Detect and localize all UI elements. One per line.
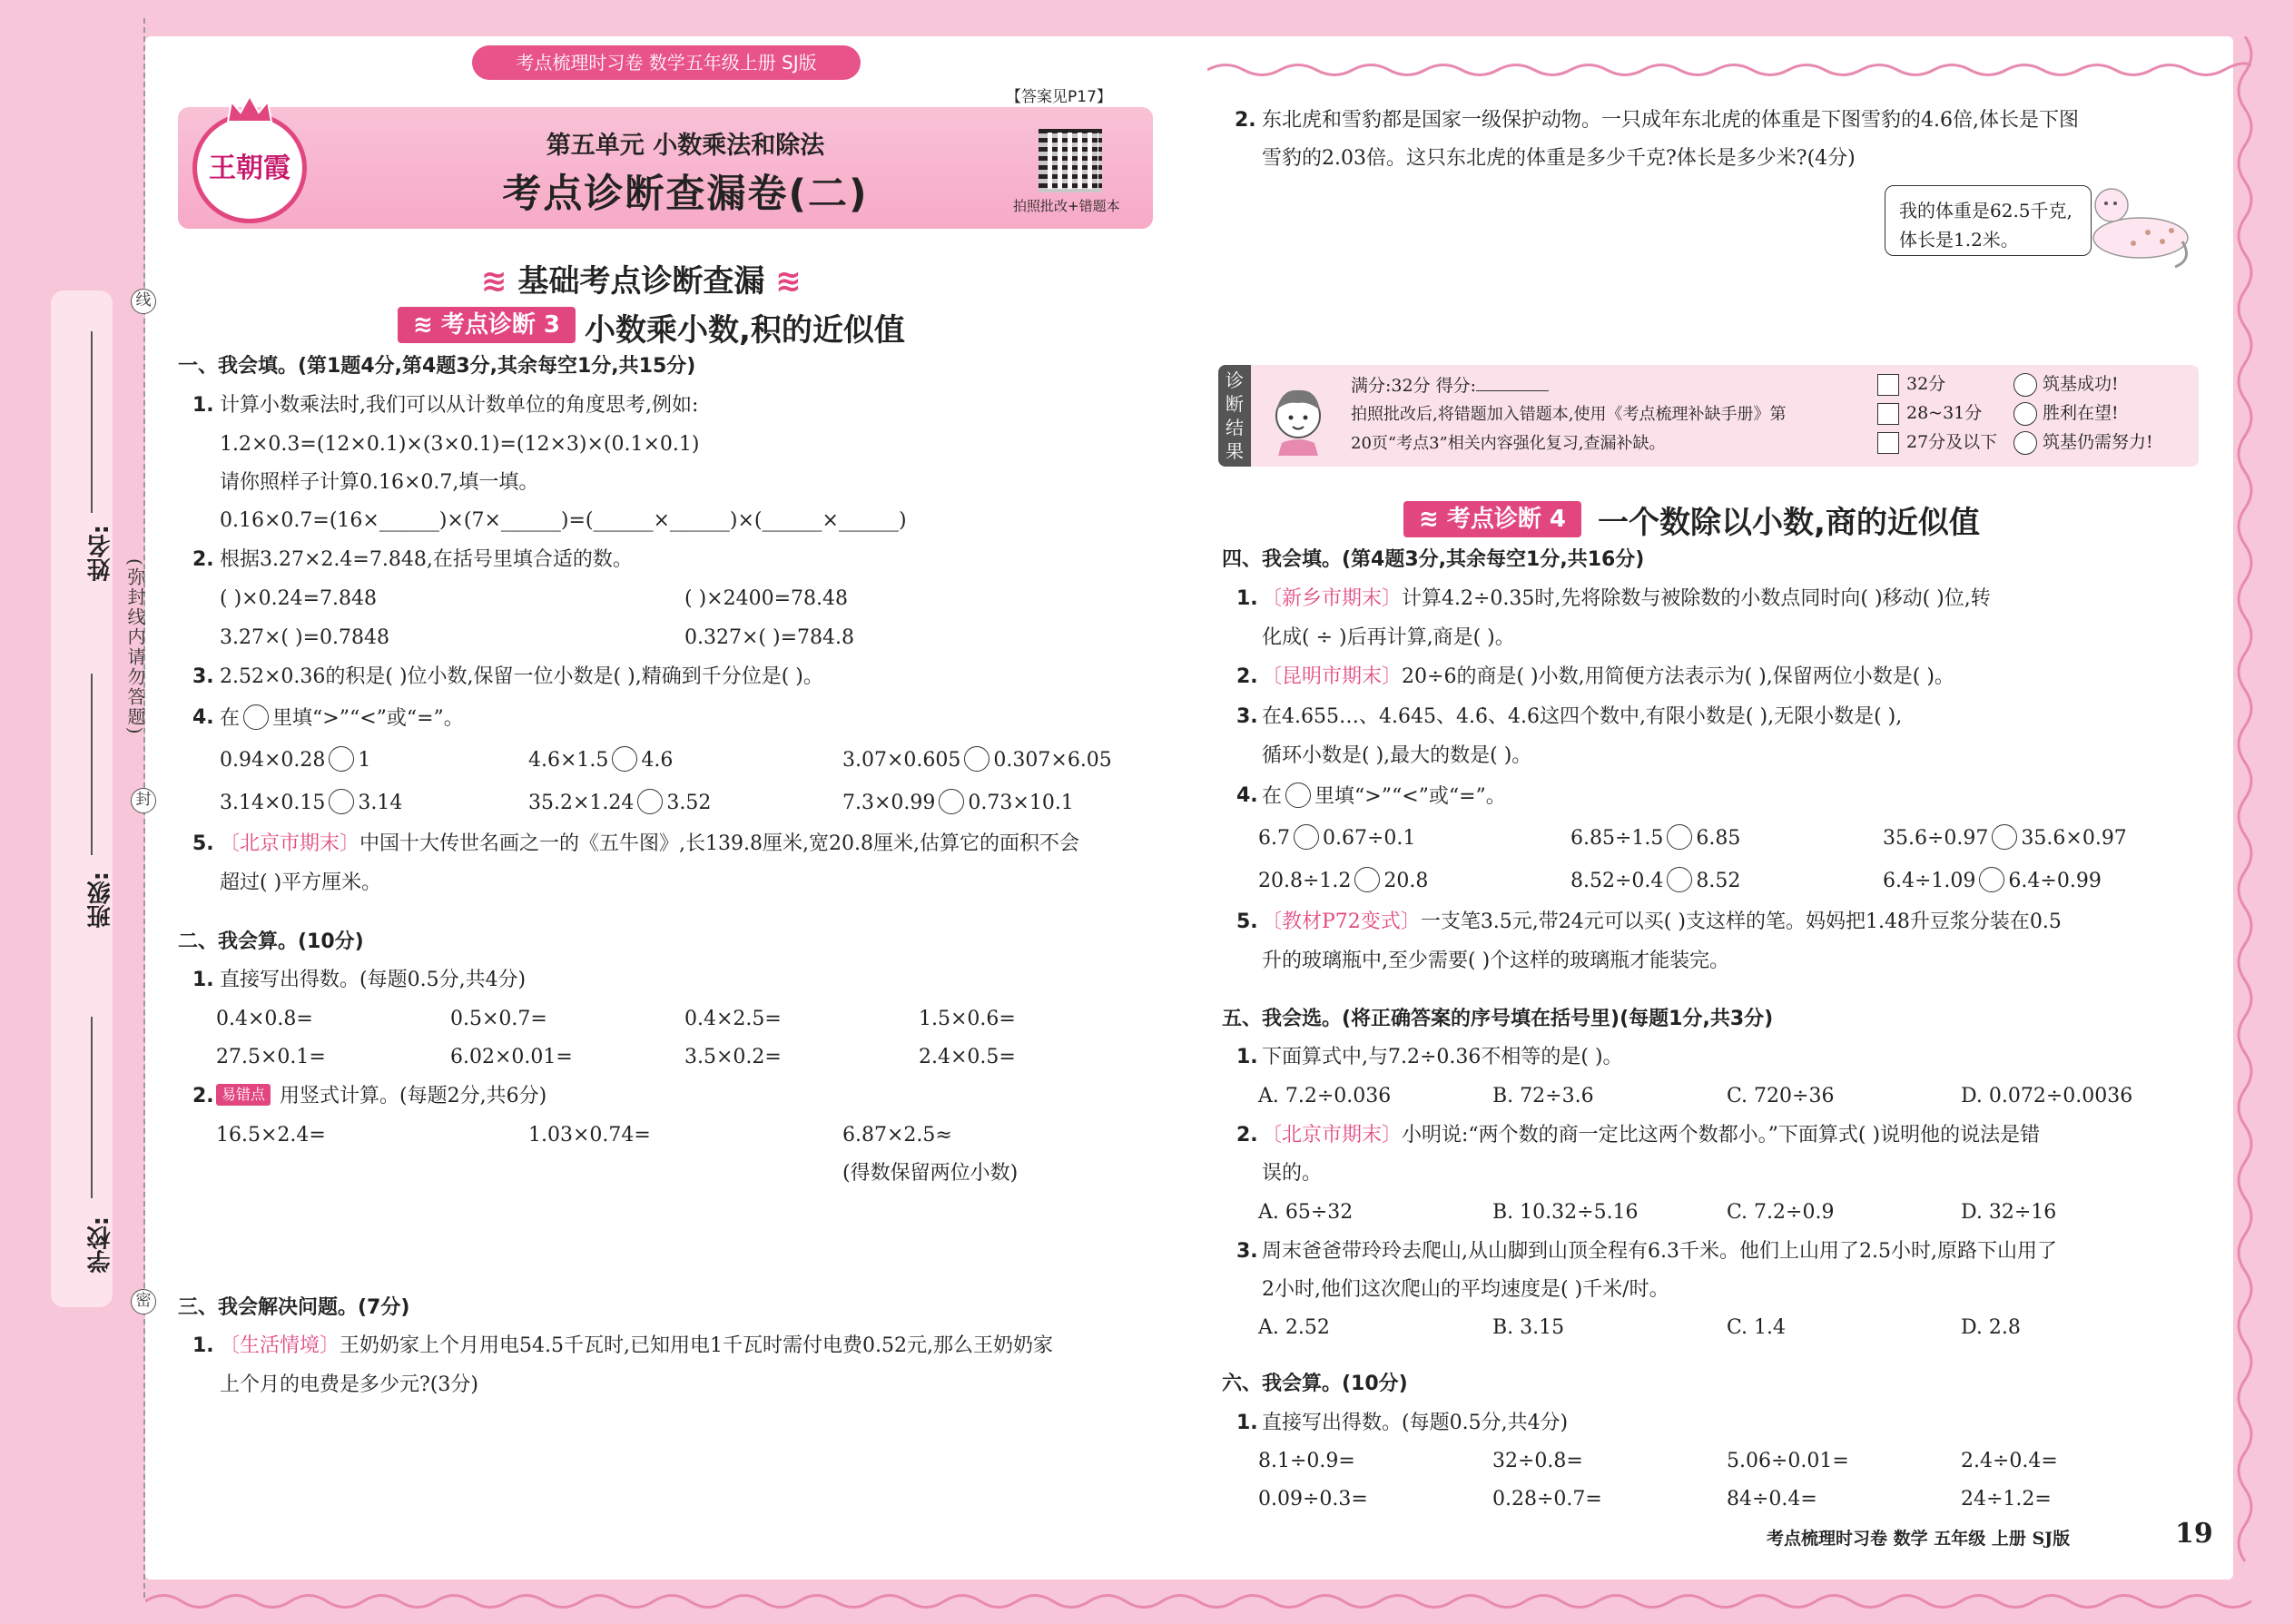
seal-char-line: 线 xyxy=(131,289,156,314)
c1-item-7[interactable]: 3.5×0.2= xyxy=(684,1046,782,1068)
compare-circle-icon[interactable] xyxy=(1992,824,2017,850)
f4-item-6[interactable]: 6.4÷1.09 6.4÷0.99 xyxy=(1883,871,2102,892)
d1-text: 直接写出得数。(每题0.5分,共4分) xyxy=(1262,1412,1569,1434)
q4-item-5[interactable]: 35.2×1.24 3.52 xyxy=(528,792,711,814)
q2-number: 2. xyxy=(192,548,214,571)
bubble-line-2: 体长是1.2米。 xyxy=(1899,229,2019,251)
q5-fill[interactable]: 超过( )平方厘米。 xyxy=(220,871,382,894)
d1-item-5[interactable]: 0.09÷0.3= xyxy=(1258,1488,1368,1511)
x1-option-c[interactable]: C. 720÷36 xyxy=(1727,1085,1835,1107)
x1-option-d[interactable]: D. 0.072÷0.0036 xyxy=(1961,1085,2133,1107)
diagnosis-4-title: 一个数除以小数,商的近似值 xyxy=(1598,505,1980,541)
x3-option-b[interactable]: B. 3.15 xyxy=(1492,1316,1565,1339)
q5-text: 〔北京市期末〕中国十大传世名画之一的《五牛图》,长139.8厘米,宽20.8厘米,估算它的面积不会 xyxy=(220,832,1079,855)
compare-circle-icon[interactable] xyxy=(1667,867,1692,892)
d1-item-1[interactable]: 8.1÷0.9= xyxy=(1258,1450,1355,1472)
compare-circle-icon[interactable] xyxy=(964,746,989,772)
c2-note: (得数保留两位小数) xyxy=(842,1162,1019,1185)
q4-item-1[interactable]: 0.94×0.28 1 xyxy=(220,750,370,772)
c1-item-3[interactable]: 0.4×2.5= xyxy=(684,1008,782,1030)
name-write-line[interactable] xyxy=(91,331,93,513)
q4-post: 里填“>”“<”或“=”。 xyxy=(272,707,464,730)
x3-option-a[interactable]: A. 2.52 xyxy=(1258,1316,1330,1339)
diagnosis-side-label: 诊断结果 xyxy=(1218,365,1251,467)
compare-circle-icon[interactable] xyxy=(939,789,964,814)
f2-source-tag: 〔昆明市期末〕 xyxy=(1262,665,1403,688)
crown-icon xyxy=(224,94,275,125)
x2-option-b[interactable]: B. 10.32÷5.16 xyxy=(1492,1201,1639,1224)
f4-item-5[interactable]: 8.52÷0.4 8.52 xyxy=(1570,871,1740,892)
x2-option-d[interactable]: D. 32÷16 xyxy=(1961,1201,2057,1224)
wavy-border-bottom xyxy=(145,1590,2269,1613)
d1-item-2[interactable]: 32÷0.8= xyxy=(1492,1450,1583,1472)
diagnosis-3-title: 小数乘小数,积的近似值 xyxy=(585,312,905,349)
f5-source-tag: 〔教材P72变式〕 xyxy=(1262,910,1421,933)
seal-note: (弥封线内请勿答题) xyxy=(124,558,146,736)
compare-circle-icon[interactable] xyxy=(1979,867,2004,892)
student-avatar-icon xyxy=(1264,379,1333,456)
diag-instruction-1: 拍照批改后,将错题加入错题本,使用《考点梳理补缺手册》第 xyxy=(1351,405,1787,424)
q2-text: 根据3.27×2.4=7.848,在括号里填合适的数。 xyxy=(220,548,633,571)
d1-item-8[interactable]: 24÷1.2= xyxy=(1961,1488,2052,1511)
error-prone-badge: 易错点 xyxy=(216,1084,271,1106)
f3-number: 3. xyxy=(1236,705,1258,728)
x1-option-a[interactable]: A. 7.2÷0.036 xyxy=(1258,1085,1392,1107)
f4-item-1[interactable]: 6.7 0.67÷0.1 xyxy=(1258,828,1415,850)
q1-example: 1.2×0.3=(12×0.1)×(3×0.1)=(12×3)×(0.1×0.1) xyxy=(220,433,700,456)
x3-text: 周末爸爸带玲玲去爬山,从山脚到山顶全程有6.3千米。他们上山用了2.5小时,原路下山用了 xyxy=(1262,1240,2057,1263)
x1-option-b[interactable]: B. 72÷3.6 xyxy=(1492,1085,1594,1107)
compare-circle-icon[interactable] xyxy=(329,746,354,772)
diagnosis-3-badge: ≋ 考点诊断 3 xyxy=(398,307,576,343)
score-checkbox-28-31[interactable] xyxy=(1877,403,1899,425)
f5-number: 5. xyxy=(1236,910,1258,933)
f2-text[interactable]: 〔昆明市期末〕20÷6的商是( )小数,用简便方法表示为( ),保留两位小数是( )。 xyxy=(1262,665,1954,688)
compare-circle-icon[interactable] xyxy=(637,789,663,814)
c1-item-2[interactable]: 0.5×0.7= xyxy=(450,1008,547,1030)
d1-item-3[interactable]: 5.06÷0.01= xyxy=(1727,1450,1849,1472)
qr-caption: 拍照批改+错题本 xyxy=(1013,198,1120,214)
basic-section-title xyxy=(481,256,802,300)
c1-item-5[interactable]: 27.5×0.1= xyxy=(216,1046,326,1068)
school-label: 学校: xyxy=(87,1216,114,1274)
wave-icon: ≋ xyxy=(481,263,507,300)
q4-item-3[interactable]: 3.07×0.605 0.307×6.05 xyxy=(842,750,1112,772)
q2-item-d[interactable]: 0.327×( )=784.8 xyxy=(684,626,854,649)
q4-pre: 在 xyxy=(220,707,241,730)
page-number: 19 xyxy=(2175,1518,2213,1550)
f4-item-2[interactable]: 6.85÷1.5 6.85 xyxy=(1570,828,1740,850)
q4-item-2[interactable]: 4.6×1.5 4.6 xyxy=(528,750,673,772)
c1-item-4[interactable]: 1.5×0.6= xyxy=(919,1008,1016,1030)
q3-text[interactable]: 2.52×0.36的积是( )位小数,保留一位小数是( ),精确到千分位是( )。 xyxy=(220,665,823,688)
diag-instruction-2: 20页“考点3”相关内容强化复习,查漏补缺。 xyxy=(1351,434,1666,453)
q2-item-c[interactable]: 3.27×( )=0.7848 xyxy=(220,626,389,649)
x3-number: 3. xyxy=(1236,1240,1258,1263)
answer-reference: 【答案见P17】 xyxy=(1006,88,1112,106)
x2-number: 2. xyxy=(1236,1124,1258,1147)
p1-text-2: 上个月的电费是多少元?(3分) xyxy=(220,1373,478,1396)
c1-text: 直接写出得数。(每题0.5分,共4分) xyxy=(220,969,527,991)
x2-source-tag: 〔北京市期末〕 xyxy=(1262,1124,1403,1147)
footer-text: 考点梳理时习卷 数学 五年级 上册 SJ版 xyxy=(1767,1529,2071,1549)
compare-circle-icon[interactable] xyxy=(612,746,637,772)
f5-text[interactable]: 〔教材P72变式〕一支笔3.5元,带24元可以买( )支这样的笔。妈妈把1.48升豆浆分装在0.5 xyxy=(1262,910,2062,933)
compare-circle-icon[interactable] xyxy=(1294,824,1319,850)
q2-item-b[interactable]: ( )×2400=78.48 xyxy=(684,587,848,610)
c1-item-8[interactable]: 2.4×0.5= xyxy=(919,1046,1016,1068)
q4-item-4[interactable]: 3.14×0.15 3.14 xyxy=(220,792,402,814)
score-result-3: 筑基仍需努力! xyxy=(2043,432,2153,452)
score-range-1: 32分 xyxy=(1906,374,1946,394)
q4-number: 4. xyxy=(192,706,214,729)
x1-text[interactable]: 下面算式中,与7.2÷0.36不相等的是( )。 xyxy=(1262,1046,1623,1068)
f1-text[interactable]: 〔新乡市期末〕计算4.2÷0.35时,先将除数与被除数的小数点同时向( )移动( )位,转 xyxy=(1262,587,1991,610)
compare-circle-icon[interactable] xyxy=(329,789,354,814)
smile-icon xyxy=(2013,402,2037,426)
c2-item-1[interactable]: 16.5×2.4= xyxy=(216,1124,326,1147)
q1-instruction: 请你照样子计算0.16×0.7,填一填。 xyxy=(220,471,539,494)
x3-option-d[interactable]: D. 2.8 xyxy=(1961,1316,2021,1339)
section-5-heading: 五、我会选。(将正确答案的序号填在括号里)(每题1分,共3分) xyxy=(1222,1008,1774,1030)
compare-circle-icon[interactable] xyxy=(1667,824,1692,850)
c2-text: 用竖式计算。(每题2分,共6分) xyxy=(280,1085,547,1107)
d1-item-4[interactable]: 2.4÷0.4= xyxy=(1961,1450,2058,1472)
unit-line: 第五单元 小数乘法和除法 xyxy=(546,132,825,160)
q4-text xyxy=(220,708,464,730)
section-3-heading: 三、我会解决问题。(7分) xyxy=(178,1296,410,1319)
smile-icon xyxy=(2013,373,2037,397)
x1-number: 1. xyxy=(1236,1046,1258,1068)
school-write-line[interactable] xyxy=(91,1017,93,1198)
logo-text: 王朝霞 xyxy=(209,153,290,184)
f2-number: 2. xyxy=(1236,665,1258,688)
f4-item-3[interactable]: 35.6÷0.97 35.6×0.97 xyxy=(1883,828,2127,850)
compare-circle-icon xyxy=(243,704,269,730)
q2-item-a[interactable]: ( )×0.24=7.848 xyxy=(220,587,377,610)
page-title: 考点诊断查漏卷(二) xyxy=(502,172,869,217)
x2-option-c[interactable]: C. 7.2÷0.9 xyxy=(1727,1201,1835,1224)
top-tag: 考点梳理时习卷 数学五年级上册 SJ版 xyxy=(472,45,861,80)
score-range-3: 27分及以下 xyxy=(1906,432,1998,452)
compare-circle-icon xyxy=(1285,782,1311,808)
p1-text: 〔生活情境〕王奶奶家上个月用电54.5千瓦时,已知用电1千瓦时需付电费0.52元,那么王奶奶家 xyxy=(220,1334,1053,1357)
diagnosis-4-badge: ≋ 考点诊断 4 xyxy=(1403,501,1581,537)
f3-text-2[interactable]: 循环小数是( ),最大的数是( )。 xyxy=(1262,744,1532,767)
q1-number: 1. xyxy=(192,394,214,417)
c2-item-2[interactable]: 1.03×0.74= xyxy=(528,1124,651,1147)
q1-text: 计算小数乘法时,我们可以从计数单位的角度思考,例如: xyxy=(220,394,699,417)
x3-text-2[interactable]: 2小时,他们这次爬山的平均速度是( )千米/时。 xyxy=(1262,1278,1669,1301)
wave-icon: ≋ xyxy=(775,263,802,300)
class-write-line[interactable] xyxy=(91,674,93,855)
snow-leopard-icon xyxy=(2084,178,2193,272)
score-checkbox-32[interactable] xyxy=(1877,374,1899,396)
f1-source-tag: 〔新乡市期末〕 xyxy=(1262,587,1403,610)
section-6-heading: 六、我会算。(10分) xyxy=(1222,1373,1408,1395)
wavy-border-top xyxy=(1207,60,2251,80)
compare-circle-icon[interactable] xyxy=(1354,867,1380,892)
score-range-2: 28~31分 xyxy=(1906,403,1983,423)
q1-fill-line[interactable]: 0.16×0.7=(16×______)×(7×______)=(______×______)×(______×______) xyxy=(220,509,907,532)
q5-number: 5. xyxy=(192,832,214,855)
diag-full-score: 满分:32分 得分: xyxy=(1351,378,1549,395)
score-result-2: 胜利在望! xyxy=(2043,403,2119,423)
c2-number: 2. xyxy=(192,1085,214,1107)
f4-item-4[interactable]: 20.8÷1.2 20.8 xyxy=(1258,871,1428,892)
name-label: 姓名: xyxy=(87,525,114,582)
p1-number: 1. xyxy=(192,1334,214,1357)
d1-item-7[interactable]: 84÷0.4= xyxy=(1727,1488,1817,1511)
section-1-heading: 一、我会填。(第1题4分,第4题3分,其余每空1分,共15分) xyxy=(178,355,696,378)
x2-text-2: 误的。 xyxy=(1262,1162,1323,1185)
qr-code-pattern xyxy=(1039,129,1102,192)
seal-char-secret: 密 xyxy=(131,1289,156,1314)
c1-item-1[interactable]: 0.4×0.8= xyxy=(216,1008,313,1030)
p2-text: 东北虎和雪豹都是国家一级保护动物。一只成年东北虎的体重是下图雪豹的4.6倍,体长是下图 xyxy=(1262,109,2079,132)
bubble-line-1: 我的体重是62.5千克, xyxy=(1899,200,2072,221)
q3-number: 3. xyxy=(192,665,214,688)
sad-icon xyxy=(2013,431,2037,455)
binding-strip xyxy=(51,290,113,1307)
section-4-heading: 四、我会填。(第4题3分,其余每空1分,共16分) xyxy=(1222,548,1645,571)
class-label: 班级: xyxy=(87,871,114,929)
d1-number: 1. xyxy=(1236,1412,1258,1434)
wavy-border-right xyxy=(2232,36,2258,1580)
c1-item-6[interactable]: 6.02×0.01= xyxy=(450,1046,573,1068)
f3-text[interactable]: 在4.655…、4.645、4.6̇、4.6这四个数中,有限小数是( ),无限小数是( ), xyxy=(1262,705,1903,728)
x2-option-a[interactable]: A. 65÷32 xyxy=(1258,1201,1354,1224)
p1-source-tag: 〔生活情境〕 xyxy=(220,1334,340,1357)
q4-item-6[interactable]: 7.3×0.99 0.73×10.1 xyxy=(842,792,1074,814)
q5-source-tag: 〔北京市期末〕 xyxy=(220,832,360,855)
seal-char-seal: 封 xyxy=(131,788,156,813)
f4-number: 4. xyxy=(1236,784,1258,807)
f4-text: 在 里填“>”“<”或“=”。 xyxy=(1262,786,1506,808)
f5-text-2[interactable]: 升的玻璃瓶中,至少需要( )个这样的玻璃瓶才能装完。 xyxy=(1262,950,1730,972)
c2-item-3[interactable]: 6.87×2.5≈ xyxy=(842,1124,952,1147)
f1-number: 1. xyxy=(1236,587,1258,610)
p2-number: 2. xyxy=(1235,109,1256,132)
section-2-heading: 二、我会算。(10分) xyxy=(178,930,364,953)
score-result-1: 筑基成功! xyxy=(2043,374,2119,394)
c1-number: 1. xyxy=(192,969,214,991)
x2-text[interactable]: 〔北京市期末〕小明说:“两个数的商一定比这两个数都小。”下面算式( )说明他的说法是错 xyxy=(1262,1124,2041,1147)
d1-item-6[interactable]: 0.28÷0.7= xyxy=(1492,1488,1602,1511)
f1-text-2[interactable]: 化成( ÷ )后再计算,商是( )。 xyxy=(1262,626,1515,649)
score-checkbox-27-below[interactable] xyxy=(1877,432,1899,454)
x3-option-c[interactable]: C. 1.4 xyxy=(1727,1316,1787,1339)
basic-section-text: 基础考点诊断查漏 xyxy=(517,263,765,300)
p2-text-2: 雪豹的2.03倍。这只东北虎的体重是多少千克?体长是多少米?(4分) xyxy=(1262,147,1856,170)
